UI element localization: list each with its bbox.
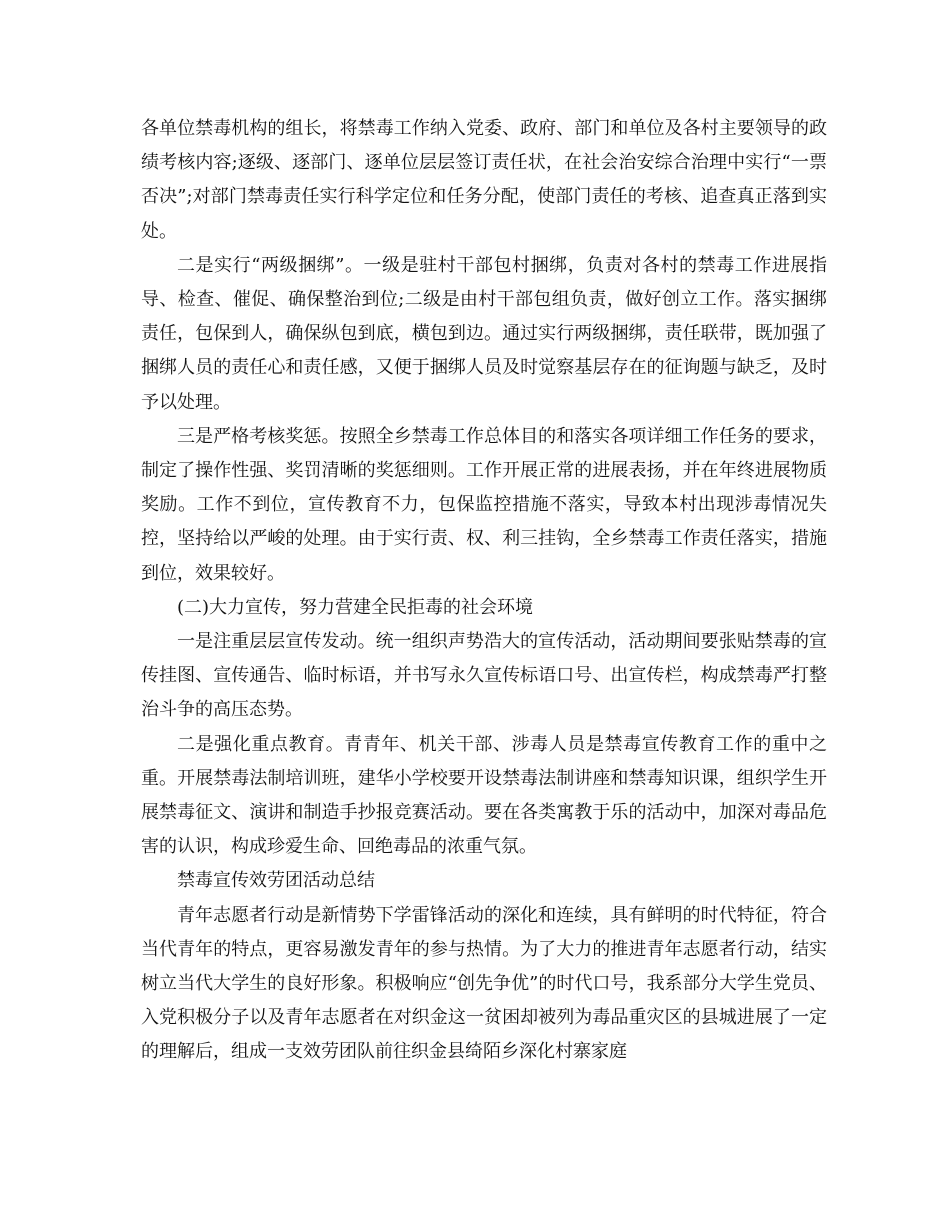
- paragraph-5: 二是强化重点教育。青青年、机关干部、涉毒人员是禁毒宣传教育工作的重中之重。开展禁毒法制培训班，建华小学校要开设禁毒法制讲座和禁毒知识课，组织学生开展禁毒征文、演讲和制造手抄报竞赛活动。要在各类寓教于乐的活动中，加深对毒品危害的认识，构成珍爱生命、回绝毒品的浓重气氛。: [141, 733, 827, 858]
- paragraph-4: 一是注重层层宣传发动。统一组织声势浩大的宣传活动，活动期间要张贴禁毒的宣传挂图、宣传通告、临时标语，并书写永久宣传标语口号、出宣传栏，构成禁毒严打整治斗争的高压态势。: [141, 631, 827, 721]
- document-body: [141, 112, 827, 1070]
- paragraph-1: 各单位禁毒机构的组长，将禁毒工作纳入党委、政府、部门和单位及各村主要领导的政绩考核内容;逐级、逐部门、逐单位层层签订责任状，在社会治安综合治理中实行“一票否决”;对部门禁毒责任实行科学定位和任务分配，使部门责任的考核、追查真正落到实处。: [141, 118, 827, 242]
- section-heading-summary: 禁毒宣传效劳团活动总结: [177, 870, 375, 892]
- paragraph-6: 青年志愿者行动是新情势下学雷锋活动的深化和连续，具有鲜明的时代特征，符合当代青年的特点，更容易激发青年的参与热情。为了大力的推进青年志愿者行动，结实树立当代大学生的良好形象。积极响应“创先争优”的时代口号，我系部分大学生党员、入党积极分子以及青年志愿者在对织金这一贫困却被列为毒品重灾区的县城进展了一定的理解后，组成一支效劳团队前往织金县绮陌乡深化村寨家庭: [141, 904, 827, 1063]
- paragraph-2: 二是实行“两级捆绑”。一级是驻村干部包村捆绑，负责对各村的禁毒工作进展指导、检查、催促、确保整治到位;二级是由村干部包组负责，做好创立工作。落实捆绑责任，包保到人，确保纵包到底，横包到边。通过实行两级捆绑，责任联带，既加强了捆绑人员的责任心和责任感，又便于捆绑人员及时觉察基层存在的征询题与缺乏，及时予以处理。: [141, 254, 827, 413]
- section-heading-publicity: (二)大力宣传，努力营建全民拒毒的社会环境: [177, 596, 534, 618]
- paragraph-3: 三是严格考核奖惩。按照全乡禁毒工作总体目的和落实各项详细工作任务的要求，制定了操作性强、奖罚清晰的奖惩细则。工作开展正常的进展表扬，并在年终进展物质奖励。工作不到位，宣传教育不力，包保监控措施不落实，导致本村出现涉毒情况失控，坚持给以严峻的处理。由于实行责、权、利三挂钩，全乡禁毒工作责任落实，措施到位，效果较好。: [141, 425, 827, 584]
